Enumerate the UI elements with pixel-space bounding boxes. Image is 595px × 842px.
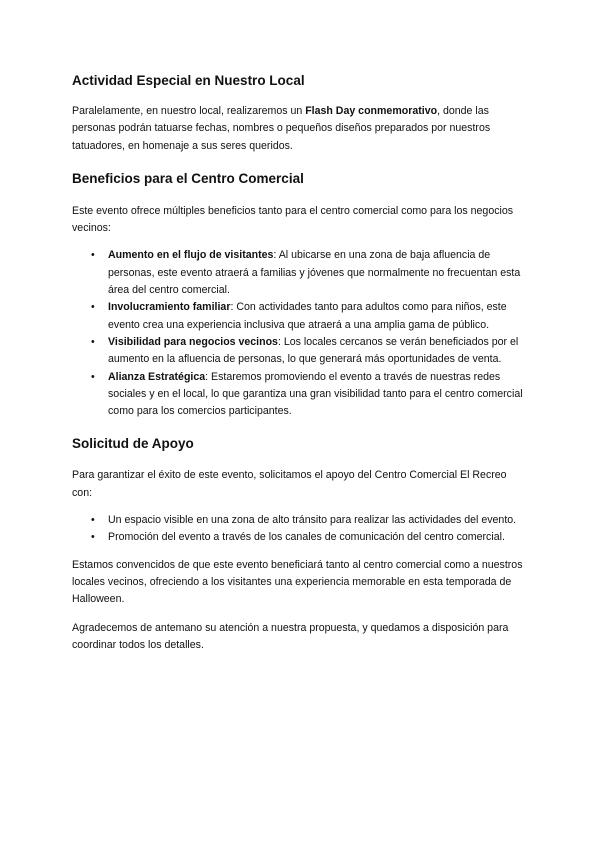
list-item [72,299,523,334]
heading-solicitud-apoyo: Solicitud de Apoyo [72,436,194,452]
heading-beneficios: Beneficios para el Centro Comercial [72,170,304,186]
list-item-text: Promoción del evento a través de los canales de comunicación del centro comercial. [108,531,505,544]
list-item-text: Un espacio visible en una zona de alto tránsito para realizar las actividades del evento. [108,514,517,527]
text: Paralelamente, en nuestro local, realizaremos un [72,105,306,117]
bullet-icon: • [91,531,95,544]
list-item-title: Involucramiento familiar [108,301,231,314]
bullet-icon: • [91,514,95,527]
paragraph-flash-day [72,103,523,155]
paragraph-apoyo-intro: Para garantizar el éxito de este evento, solicitamos el apoyo del Centro Comercial El Recreo con: [72,469,507,499]
list-item-text: : Al ubicarse en una zona de baja afluencia de personas, este evento atraerá a familias y jóvenes que normalmente no frecuentan esta área del centro comercial. [108,249,521,297]
heading-actividad-especial: Actividad Especial en Nuestro Local [72,73,305,88]
list-item-title: Aumento en el flujo de visitantes [108,249,274,262]
list-item [72,369,523,421]
list-item-text: : Los locales cercanos se verán beneficiados por el aumento en la afluencia de personas, lo que generará más oportunidades de venta. [108,335,519,366]
list-item-title: Alianza Estratégica [108,370,206,383]
list-item-title: Visibilidad para negocios vecinos [108,335,278,348]
paragraph-beneficios-intro: Este evento ofrece múltiples beneficios tanto para el centro comercial como para los negocios vecinos: [72,204,514,235]
paragraph-closing-2: Agradecemos de antemano su atención a nuestra propuesta, y quedamos a disposición para coordinar todos los detalles. [72,621,509,651]
paragraph-closing-1: Estamos convencidos de que este evento beneficiará tanto al centro comercial como a nuestros locales vecinos, ofreciendo a los visitantes una experiencia memorable en esta temporada de Halloween. [72,558,523,606]
list-item-text: : Con actividades tanto para adultos como para niños, este evento crea una experiencia inclusiva que atraerá a una amplia gama de público. [108,301,507,331]
support-list [72,512,523,547]
benefits-list [72,247,523,420]
list-item [72,529,523,546]
bullet-icon: • [91,335,95,348]
bullet-icon: • [91,370,95,383]
list-item [72,512,523,529]
text-bold: Flash Day conmemorativo [305,105,438,117]
list-item-text: : Estaremos promoviendo el evento a través de nuestras redes sociales y en el local, lo que garantiza una gran visibilidad tanto para el centro comercial como para los comercios participantes. [108,370,523,418]
text: , donde las personas podrán tatuarse fechas, nombres o pequeños diseños preparados por nuestros tatuadores, en homenaje a sus seres queridos. [72,105,491,152]
list-item [72,334,523,369]
bullet-icon: • [91,301,95,314]
bullet-icon: • [91,249,95,262]
list-item [72,247,523,299]
